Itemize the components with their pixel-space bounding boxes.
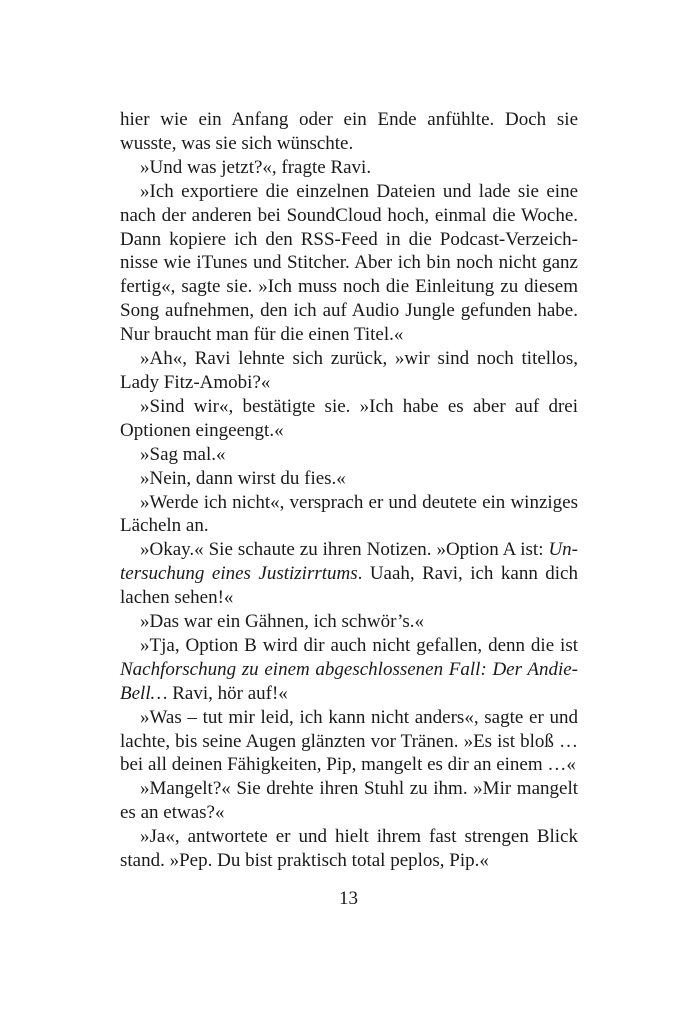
- paragraph: [120, 825, 578, 873]
- text-segment: »Sag mal.«: [140, 443, 226, 465]
- text-segment: hier wie ein Anfang oder ein Ende anfühlte. Doch sie wusste, was sie sich wünschte.: [120, 109, 578, 154]
- text-segment: . Uaah, Ravi, ich kann dich lachen sehen!«: [120, 563, 578, 609]
- text-segment: »Werde ich nicht«, versprach er und deutete ein winziges Lächeln an.: [120, 491, 578, 537]
- page-number: 13: [339, 888, 358, 909]
- text-segment: »Ja«, antwortete er und hielt ihrem fast strengen Blick stand. »Pep. Du bist praktisch total peplos, Pip.«: [120, 826, 578, 872]
- text-segment: Ravi, hör auf!«: [167, 682, 288, 704]
- paragraph: [120, 443, 578, 467]
- paragraph: [120, 777, 578, 825]
- text-segment: »Sind wir«, bestätigte sie. »Ich habe es aber auf drei Optionen eingeengt.«: [120, 395, 578, 441]
- text-segment: »Das war ein Gähnen, ich schwör’s.«: [140, 611, 425, 633]
- paragraph: [120, 156, 578, 180]
- text-segment: »Ah«, Ravi lehnte sich zurück, »wir sind noch titellos, Lady Fitz-Amobi?«: [120, 348, 578, 393]
- paragraph: [120, 634, 578, 706]
- paragraph: [120, 347, 578, 395]
- text-segment: »Ich exportiere die einzelnen Dateien und lade sie eine nach der anderen bei SoundCloud hoch, einmal die Woche. Dann kopiere ich den RSS-Feed in die Podcast-Verzeichnisse wie iTunes und Stitcher. Aber ich bin noch nicht ganz fertig«, sagte sie. »Ich muss noch die Einleitung zu diesem Song aufnehmen, den ich auf Audio Jungle gefunden habe. Nur braucht man für die einen Titel.«: [120, 180, 578, 346]
- paragraph: [120, 467, 578, 491]
- text-segment: »Okay.« Sie schaute zu ihren Notizen. »Option A ist:: [140, 539, 549, 561]
- text-segment: »Nein, dann wirst du fies.«: [140, 467, 346, 489]
- paragraph: [120, 395, 578, 443]
- italic-title: Untersuchung eines Justizirrtums: [120, 539, 578, 585]
- paragraph: [120, 180, 578, 347]
- text-segment: »Was – tut mir leid, ich kann nicht anders«, sagte er und lachte, bis seine Augen glänzten vor Tränen. »Es ist bloß … bei all deinen Fähigkeiten, Pip, mangelt es dir an einem …«: [120, 706, 578, 776]
- page-body: [120, 108, 578, 873]
- text-segment: »Tja, Option B wird dir auch nicht gefallen, denn die ist: [140, 634, 578, 656]
- paragraph: [120, 491, 578, 539]
- text-segment: »Und was jetzt?«, fragte Ravi.: [140, 156, 372, 178]
- paragraph: [120, 610, 578, 634]
- paragraph: [120, 706, 578, 778]
- italic-title: Nachforschung zu einem abgeschlossenen Fall: Der Andie-Bell…: [120, 658, 578, 704]
- paragraph: [120, 108, 578, 156]
- paragraph: [120, 538, 578, 610]
- text-segment: »Mangelt?« Sie drehte ihren Stuhl zu ihm. »Mir mangelt es an etwas?«: [120, 778, 578, 824]
